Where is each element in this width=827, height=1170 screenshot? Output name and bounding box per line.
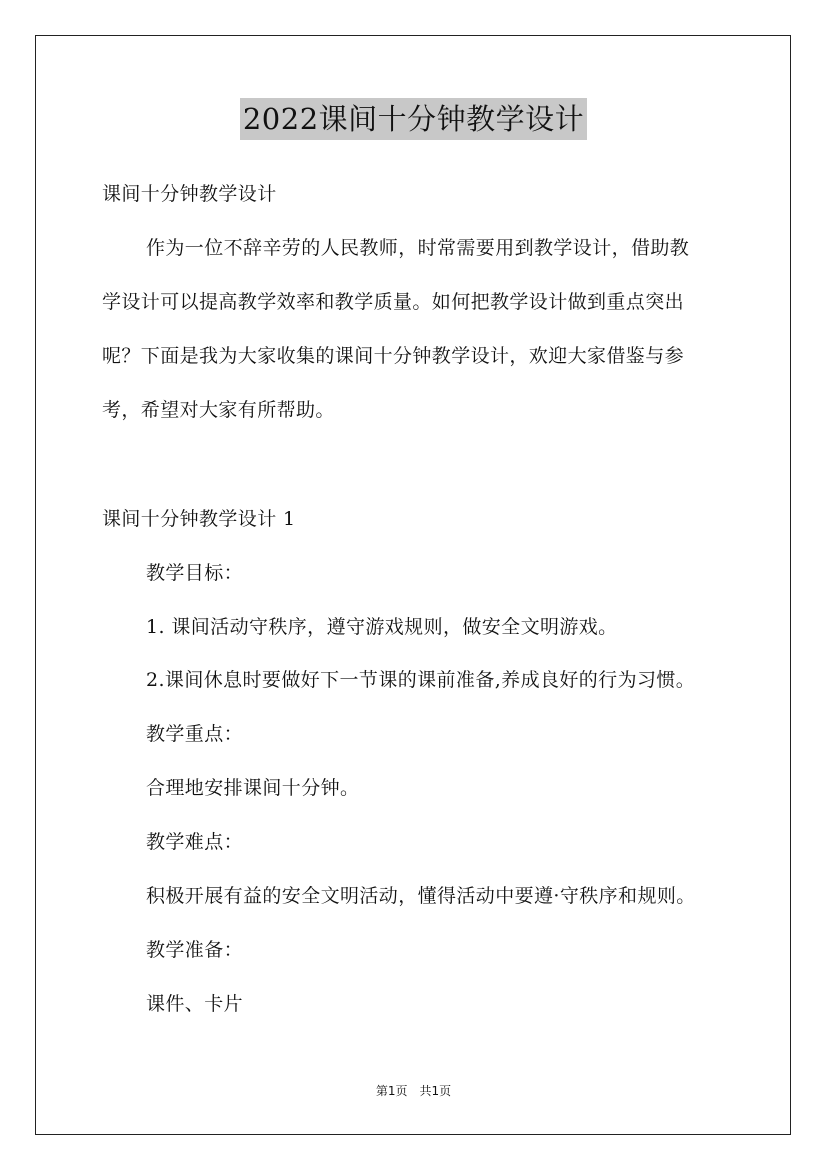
title-container xyxy=(0,98,827,140)
subtitle: 课间十分钟教学设计 xyxy=(102,183,277,205)
page-total: 共1页 xyxy=(419,1084,452,1098)
focus-text: 合理地安排课间十分钟。 xyxy=(146,777,360,799)
goals-label: 教学目标： xyxy=(146,562,244,584)
document-title: 2022课间十分钟教学设计 xyxy=(240,98,587,140)
section-heading: 课间十分钟教学设计 1 xyxy=(102,508,296,530)
page-number: 第1页 xyxy=(375,1084,408,1098)
difficulty-text: 积极开展有益的安全文明活动，懂得活动中要遵·守秩序和规则。 xyxy=(146,885,696,907)
intro-line-1: 作为一位不辞辛劳的人民教师，时常需要用到教学设计，借助教 xyxy=(146,237,690,259)
goal-item-1: 1. 课间活动守秩序，遵守游戏规则，做安全文明游戏。 xyxy=(146,616,618,638)
difficulty-label: 教学难点： xyxy=(146,831,244,853)
intro-line-3: 呢？下面是我为大家收集的课间十分钟教学设计，欢迎大家借鉴与参 xyxy=(102,345,685,367)
prep-text: 课件、卡片 xyxy=(146,993,244,1015)
intro-line-4: 考，希望对大家有所帮助。 xyxy=(102,399,335,421)
page-footer xyxy=(0,1083,827,1099)
prep-label: 教学准备： xyxy=(146,939,244,961)
focus-label: 教学重点： xyxy=(146,723,244,745)
goal-item-2: 2.课间休息时要做好下一节课的课前准备,养成良好的行为习惯。 xyxy=(146,669,696,691)
intro-line-2: 学设计可以提高教学效率和教学质量。如何把教学设计做到重点突出 xyxy=(102,291,685,313)
